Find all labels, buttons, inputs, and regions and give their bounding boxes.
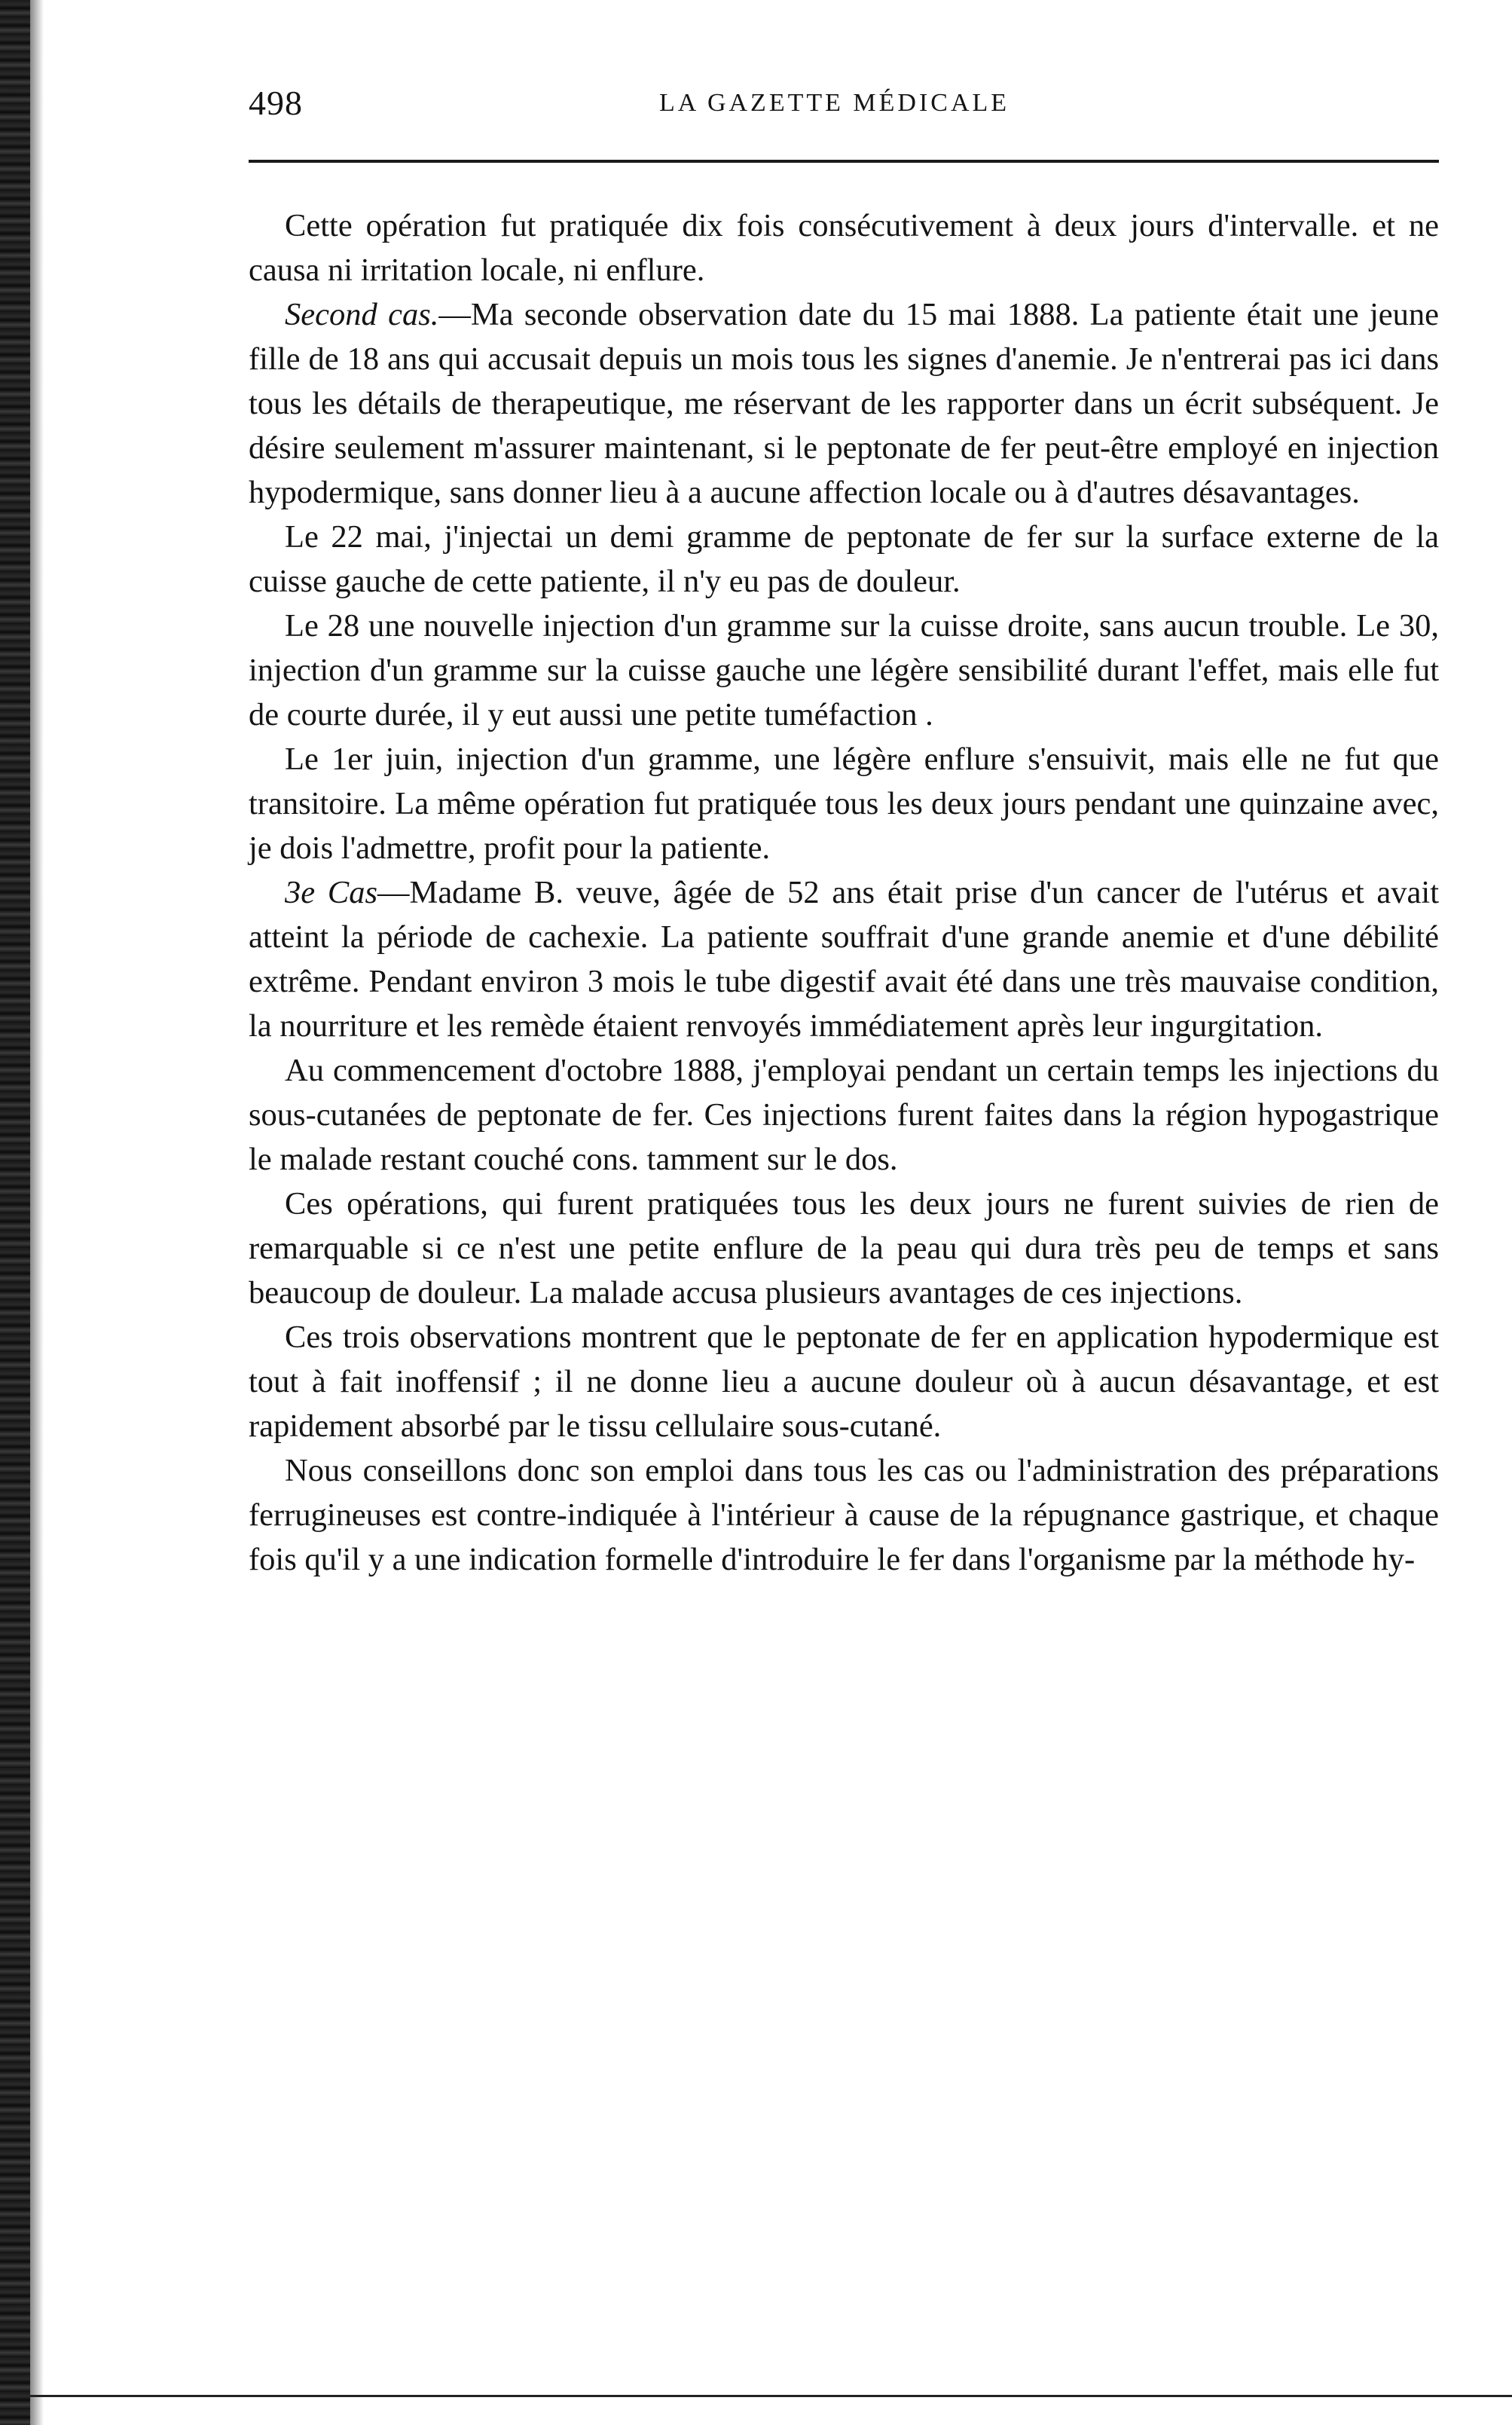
- paragraph-1: Cette opération fut pratiquée dix fois consécutivement à deux jours d'intervalle. et ne causa ni irritation locale, ni enflure.: [249, 208, 1439, 288]
- article-body: [249, 203, 1439, 1582]
- paragraph-7: Au commencement d'octobre 1888, j'employai pendant un certain temps les injections du sous-cutanées de peptonate de fer. Ces injections furent faites dans la région hypogastrique le malade restant couché cons. tamment sur le dos.: [249, 1053, 1439, 1177]
- paragraph-8: Ces opérations, qui furent pratiquées tous les deux jours ne furent suivies de rien de remarquable si ce n'est une petite enflure de la peau qui dura très peu de temps et sans beaucoup de douleur. La malade accusa plusieurs avantages de ces injections.: [249, 1186, 1439, 1310]
- paragraph-5: Le 1er juin, injection d'un gramme, une légère enflure s'ensuivit, mais elle ne fut que transitoire. La même opération fut pratiquée tous les deux jours pendant une quinzaine avec, je dois l'admettre, profit pour la patiente.: [249, 742, 1439, 866]
- paragraph-3: Le 22 mai, j'injectai un demi gramme de peptonate de fer sur la surface externe de la cuisse gauche de cette patiente, il n'y eu pas de douleur.: [249, 519, 1439, 599]
- paragraph-9: Ces trois observations montrent que le peptonate de fer en application hypodermique est tout à fait inoffensif ; il ne donne lieu a aucune douleur où à aucun désavantage, et est rapidement absorbé par le tissu cellulaire sous-cutané.: [249, 1320, 1439, 1444]
- paragraph-6: 3e Cas—Madame B. veuve, âgée de 52 ans était prise d'un cancer de l'utérus et avait atteint la période de cachexie. La patiente souffrait d'une grande anemie et d'une débilité extrême. Pendant environ 3 mois le tube digestif avait été dans une très mauvaise condition, la nourriture et les remède étaient renvoyés immédiatement après leur ingurgitation.: [249, 875, 1439, 1044]
- running-title: LA GAZETTE MÉDICALE: [659, 89, 1010, 117]
- page-binding-edge: [0, 0, 30, 2425]
- document-page: [249, 75, 1439, 1577]
- header-rule: [249, 160, 1439, 163]
- paragraph-10: Nous conseillons donc son emploi dans tous les cas ou l'administration des préparations ferrugineuses est contre-indiquée à l'intérieur à cause de la répugnance gastrique, et chaque fois qu'il y a une indication formelle d'introduire le fer dans l'organisme par la méthode hy-: [249, 1453, 1439, 1577]
- bottom-edge-rule: [30, 2395, 1512, 2397]
- paragraph-4: Le 28 une nouvelle injection d'un gramme sur la cuisse droite, sans aucun trouble. Le 30, injection d'un gramme sur la cuisse gauche une légère sensibilité durant l'effet, mais elle fut de courte durée, il y eut aussi une petite tuméfaction .: [249, 608, 1439, 732]
- page-header: [249, 75, 1439, 136]
- paragraph-2: Second cas.—Ma seconde observation date du 15 mai 1888. La patiente était une jeune fille de 18 ans qui accusait depuis un mois tous les signes d'anemie. Je n'entrerai pas ici dans tous les détails de therapeutique, me réservant de les rapporter dans un écrit subséquent. Je désire seulement m'assurer maintenant, si le peptonate de fer peut-être employé en injection hypodermique, sans donner lieu à a aucune affection locale ou à d'autres désavantages.: [249, 297, 1439, 510]
- page-number: 498: [249, 84, 303, 122]
